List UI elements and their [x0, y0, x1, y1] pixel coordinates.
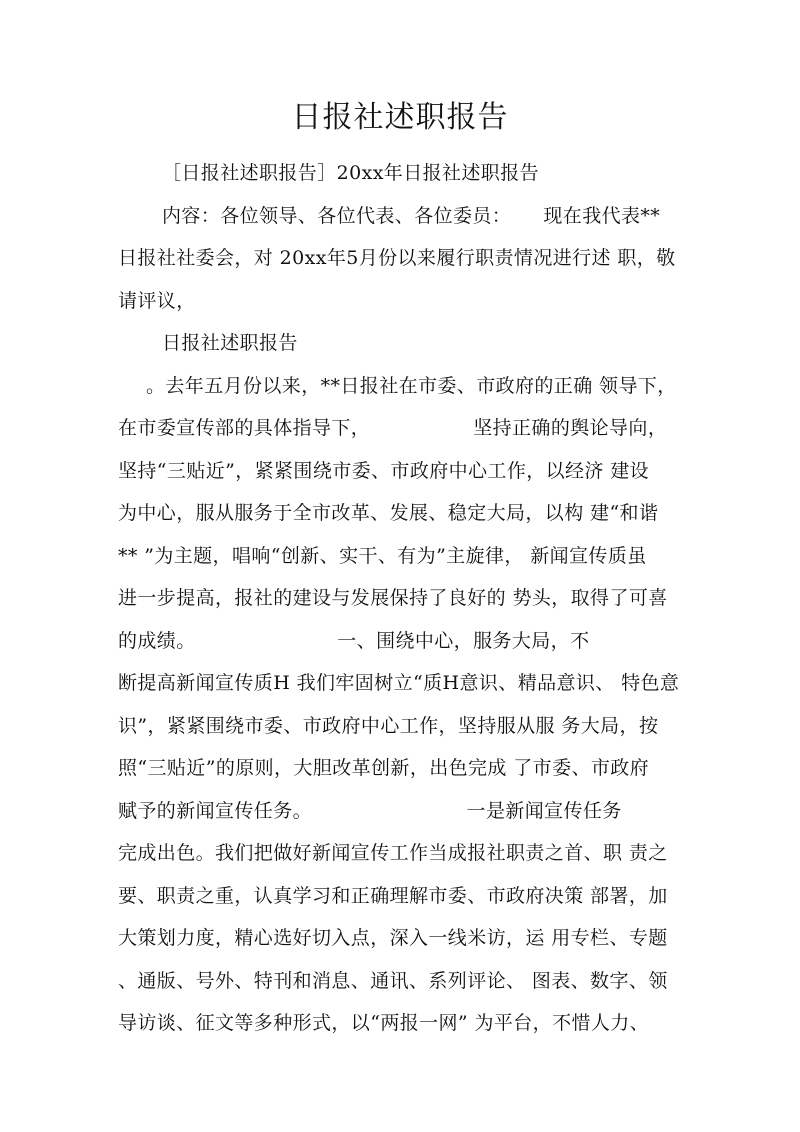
- paragraph-line: 、通版、号外、特刊和消息、通讯、系列评论、 图表、数字、领: [118, 970, 668, 992]
- paragraph-line: 照“三贴近”的原则，大胆改革创新，出色完成 了市委、市政府: [118, 757, 650, 779]
- paragraph-line: 日报社社委会，对 20xx年5月份以来履行职责情况进行述 职，敬: [118, 247, 676, 269]
- paragraph-line: 内容：各位领导、各位代表、各位委员： 现在我代表**: [162, 205, 661, 227]
- paragraph-line: 进一步提高，报社的建设与发展保持了良好的 势头，取得了可喜: [118, 587, 668, 609]
- paragraph-line: 大策划力度，精心选好切入点，深入一线米访，运 用专栏、专题: [118, 927, 668, 949]
- subtitle-line: ［日报社述职报告］20xx年日报社述职报告: [162, 162, 540, 184]
- paragraph-line: 。去年五月份以来，**日报社在市委、市政府的正确 领导下，: [146, 375, 677, 397]
- paragraph-line: 坚持“三贴近”，紧紧围绕市委、市政府中心工作，以经济 建设: [118, 460, 650, 482]
- paragraph-line: 在市委宣传部的具体指导下， 坚持正确的舆论导向，: [118, 417, 668, 439]
- section-heading: 日报社述职报告: [162, 332, 298, 354]
- paragraph-line: 请评议，: [118, 290, 196, 312]
- paragraph-line: 的成绩。 一、围绕中心，服务大局，不: [118, 630, 590, 652]
- paragraph-line: 识”，紧紧围绕市委、市政府中心工作，坚持服从服 务大局，按: [118, 715, 659, 737]
- paragraph-line: ** ”为主题，唱响“创新、实干、有为”主旋律， 新闻宣传质虽: [118, 545, 647, 567]
- paragraph-line: 导访谈、征文等多种形式，以“两报一网” 为平台，不惜人力、: [118, 1012, 650, 1034]
- paragraph-line: 断提高新闻宣传质H 我们牢固树立“质H意识、精品意识、 特色意: [118, 672, 680, 694]
- paragraph-line: 为中心，服从服务于全市改革、发展、稳定大局，以构 建“和谐: [118, 502, 659, 524]
- paragraph-line: 赋予的新闻宣传任务。 一是新闻宣传任务: [118, 800, 622, 822]
- document-title: 日报社述职报告: [291, 100, 509, 135]
- paragraph-line: 完成出色。我们把做好新闻宣传工作当成报社职责之首、职 责之: [118, 842, 668, 864]
- paragraph-line: 要、职责之重，认真学习和正确理解市委、市政府决策 部署，加: [118, 885, 668, 907]
